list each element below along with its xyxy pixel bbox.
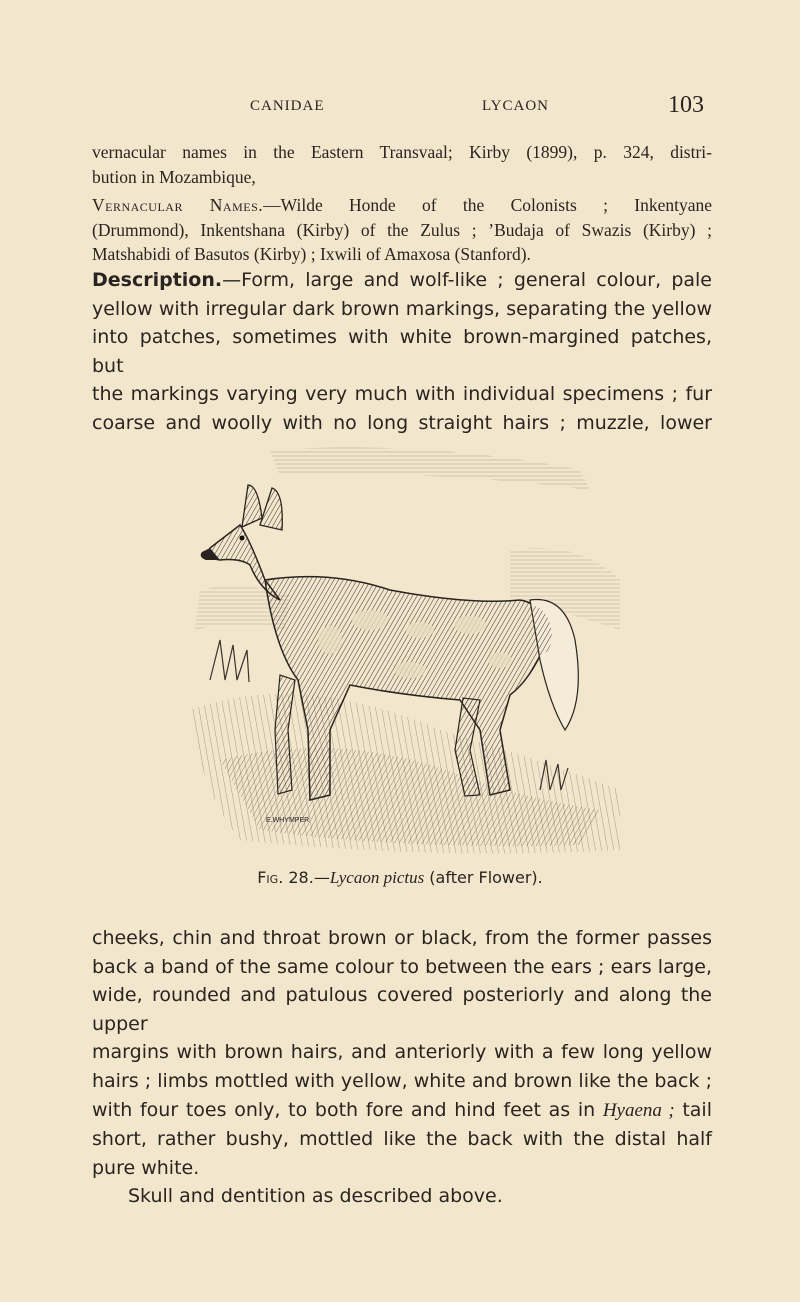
text-line: the markings varying very much with individual specimens ; fur bbox=[92, 383, 712, 406]
text-line: bution in Mozambique, bbox=[92, 166, 256, 187]
text-segment: —Wilde Honde of the Colonists ; Inkentyane bbox=[263, 195, 713, 215]
text-line: back a band of the same colour to between the ears ; ears large, bbox=[92, 955, 712, 978]
description-heading: Description. bbox=[92, 269, 223, 291]
text-line: coarse and woolly with no long straight hairs ; muzzle, lower bbox=[92, 411, 712, 434]
vernacular-heading: Vernacular Names. bbox=[92, 195, 264, 215]
text-line: margins with brown hairs, and anteriorly with a few long yellow bbox=[92, 1041, 712, 1064]
genus-italic: Hyaena ; bbox=[602, 1099, 675, 1121]
caption-source: (after Flower). bbox=[424, 868, 543, 887]
engraver-signature: E.WHYMPER bbox=[266, 817, 310, 824]
text-line: short, rather bushy, mottled like the back with the distal half bbox=[92, 1128, 712, 1151]
running-head bbox=[0, 92, 800, 122]
text-line: cheeks, chin and throat brown or black, from the former passes bbox=[92, 927, 712, 949]
caption-dash: — bbox=[313, 868, 330, 887]
vernacular-names-paragraph bbox=[92, 193, 712, 267]
figure-caption bbox=[0, 868, 800, 888]
text-line: hairs ; limbs mottled with yellow, white and brown like the back ; bbox=[92, 1069, 712, 1092]
wild-dog-engraving bbox=[180, 430, 630, 860]
text-segment: —Form, large and wolf-like ; general colour, pale bbox=[222, 269, 712, 291]
running-head-genus: LYCAON bbox=[482, 98, 549, 114]
text-line: yellow with irregular dark brown markings, separating the yellow bbox=[92, 297, 712, 320]
text-line bbox=[92, 1096, 712, 1126]
text-line bbox=[92, 193, 712, 218]
text-line: wide, rounded and patulous covered posteriorly and along the upper bbox=[92, 984, 712, 1035]
intro-paragraph bbox=[92, 140, 712, 189]
text-segment: tail bbox=[674, 1098, 712, 1121]
text-line: into patches, sometimes with white brown-margined patches, but bbox=[92, 326, 712, 377]
figure-label: Fig. 28. bbox=[257, 868, 314, 887]
text-line: Matshabidi of Basutos (Kirby) ; Ixwili of Amaxosa (Stanford). bbox=[92, 244, 531, 264]
text-line: pure white. bbox=[92, 1156, 200, 1179]
page-number: 103 bbox=[668, 92, 704, 118]
continuation-paragraph bbox=[92, 924, 712, 1211]
text-line: vernacular names in the Eastern Transvaal; Kirby (1899), p. 324, distri- bbox=[92, 142, 712, 162]
text-line: Skull and dentition as described above. bbox=[128, 1185, 503, 1208]
species-name: Lycaon pictus bbox=[329, 868, 425, 887]
text-line: (Drummond), Inkentshana (Kirby) of the Zulus ; ’Budaja of Swazis (Kirby) ; bbox=[92, 219, 712, 240]
running-head-family: CANIDAE bbox=[250, 98, 325, 114]
text-segment: with four toes only, to both fore and hind feet as in bbox=[92, 1098, 603, 1121]
engraving-illustration bbox=[180, 430, 630, 860]
text-line bbox=[92, 266, 712, 295]
description-paragraph bbox=[92, 266, 712, 438]
